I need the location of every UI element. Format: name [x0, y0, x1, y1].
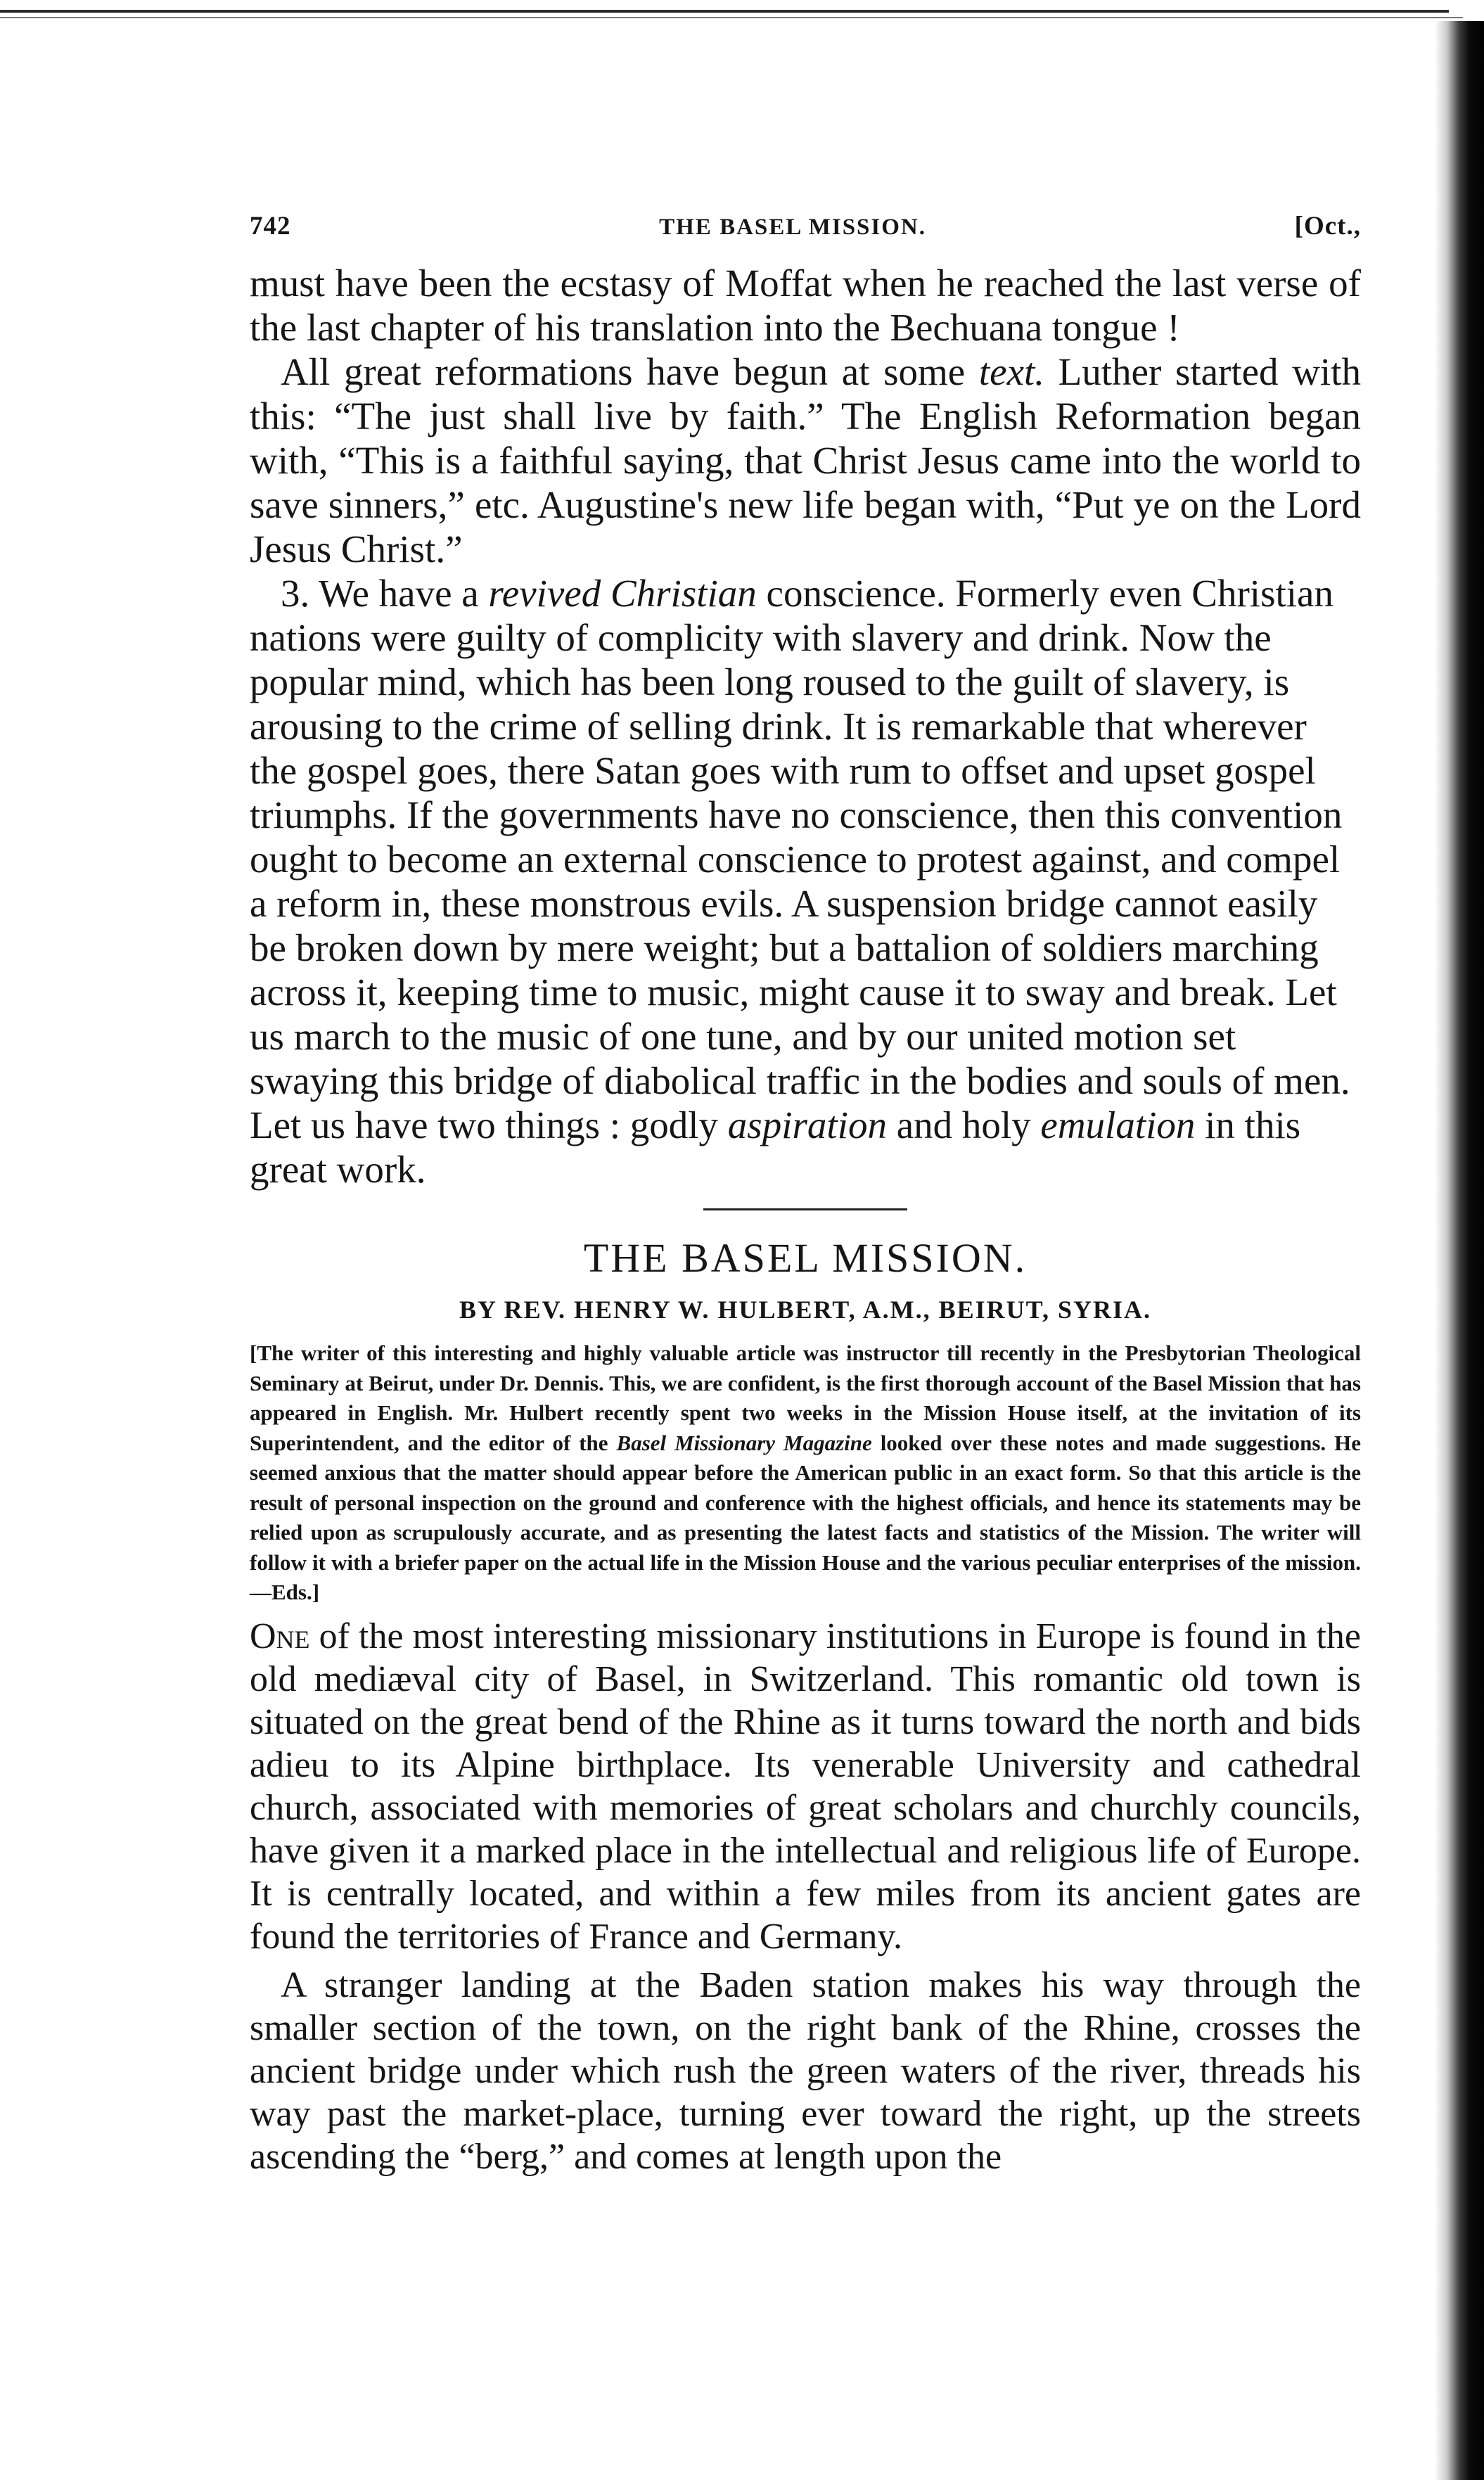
emphasis: text.	[978, 350, 1045, 393]
article-body	[250, 1615, 1361, 2178]
previous-article-text	[250, 261, 1361, 1191]
page-body	[250, 211, 1361, 2178]
article-title: THE BASEL MISSION.	[583, 1235, 1028, 1281]
lead-word: One	[250, 1616, 310, 1656]
running-head	[250, 211, 1361, 241]
editors-note	[250, 1338, 1361, 1608]
paragraph-text: of the most interesting missionary institutions in Europe is found in the old mediæval city of Basel, in Switzerland. This romantic old town is situated on the great bend of the Rhine as it turns toward the north and bids adieu to its Alpine birthplace. Its venerable University and cathedral church, associated with memories of great scholars and churchly councils, have given it a marked place in the intellectual and religious life of Europe. It is centrally located, and within a few miles from its ancient gates are found the territories of France and Germany.	[250, 1616, 1361, 1957]
paragraph	[250, 571, 1361, 1191]
paragraph	[250, 350, 1361, 571]
scan-right-shadow	[1435, 21, 1484, 2480]
emphasis: revived Christian	[488, 572, 757, 615]
paragraph	[250, 1964, 1361, 2178]
paragraph-text: 3. We have a	[281, 572, 489, 615]
paragraph	[250, 1615, 1361, 1958]
emphasis: Basel Missionary Magazine	[616, 1430, 872, 1455]
paragraph	[250, 261, 1361, 350]
note-text: [The writer of this interesting and highly valuable article was instructor till recently in the Presbytorian Theological Seminary at Beirut, under Dr. Dennis. This, we are confident, is the first thorough account of the Basel Mission that has appeared in English. Mr. Hulbert recently spent two weeks in the Mission House itself, at the invitation of its Superintendent, and the editor of the	[250, 1341, 1361, 1455]
paragraph-text: A stranger landing at the Baden station makes his way through the smaller section of the town, on the right bank of the Rhine, crosses the ancient bridge under which rush the green waters of the river, threads his way past the market-place, turning ever toward the right, up the streets ascending the “berg,” and comes at length upon the	[250, 1964, 1361, 2177]
running-title: THE BASEL MISSION.	[659, 215, 926, 240]
article-byline: BY REV. HENRY W. HULBERT, A.M., BEIRUT, SYRIA.	[459, 1296, 1151, 1324]
note-text: looked over these notes and made suggestions. He seemed anxious that the matter should appear before the American public in an exact form. So that this article is the result of personal inspection on the ground and conference with the highest officials, and hence its statements may be relied upon as scrupulously accurate, and as presenting the latest facts and statistics of the Mission. The writer will follow it with a briefer paper on the actual life in the Mission House and the various peculiar enterprises of the mission.—Eds.]	[250, 1430, 1361, 1604]
scan-top-border	[0, 10, 1449, 13]
paragraph-text: and holy	[886, 1104, 1041, 1146]
paragraph-text: in this great work.	[250, 1104, 1301, 1191]
running-month: [Oct.,	[1294, 212, 1361, 241]
paragraph-text: All great reformations have begun at some	[281, 350, 979, 393]
paragraph-text: Luther started with this: “The just shall live by faith.” The English Reformation began with, “This is a faithful saying, that Christ Jesus came into the world to save sinners,” etc. Augustine's new life began with, “Put ye on the Lord Jesus Christ.”	[250, 350, 1361, 570]
paragraph-text: conscience. Formerly even Christian nations were guilty of complicity with slavery and drink. Now the popular mind, which has been long roused to the guilt of slavery, is arousing to the crime of selling drink. It is remarkable that wherever the gospel goes, there Satan goes with rum to offset and upset gospel triumphs. If the governments have no conscience, then this convention ought to become an external conscience to protest against, and compel a reform in, these monstrous evils. A suspension bridge cannot easily be broken down by mere weight; but a battalion of soldiers marching across it, keeping time to music, might cause it to sway and break. Let us march to the music of one tune, and by our united motion set swaying this bridge of diabolical traffic in the bodies and souls of men. Let us have two things : godly	[250, 572, 1350, 1146]
paragraph-text: must have been the ecstasy of Moffat when he reached the last verse of the last chapter of his translation into the Bechuana tongue !	[250, 262, 1361, 349]
emphasis: emulation	[1040, 1104, 1196, 1146]
emphasis: aspiration	[727, 1104, 887, 1146]
page-number: 742	[250, 212, 291, 241]
section-divider	[703, 1208, 907, 1210]
scan-top-border-thin	[0, 17, 1463, 18]
